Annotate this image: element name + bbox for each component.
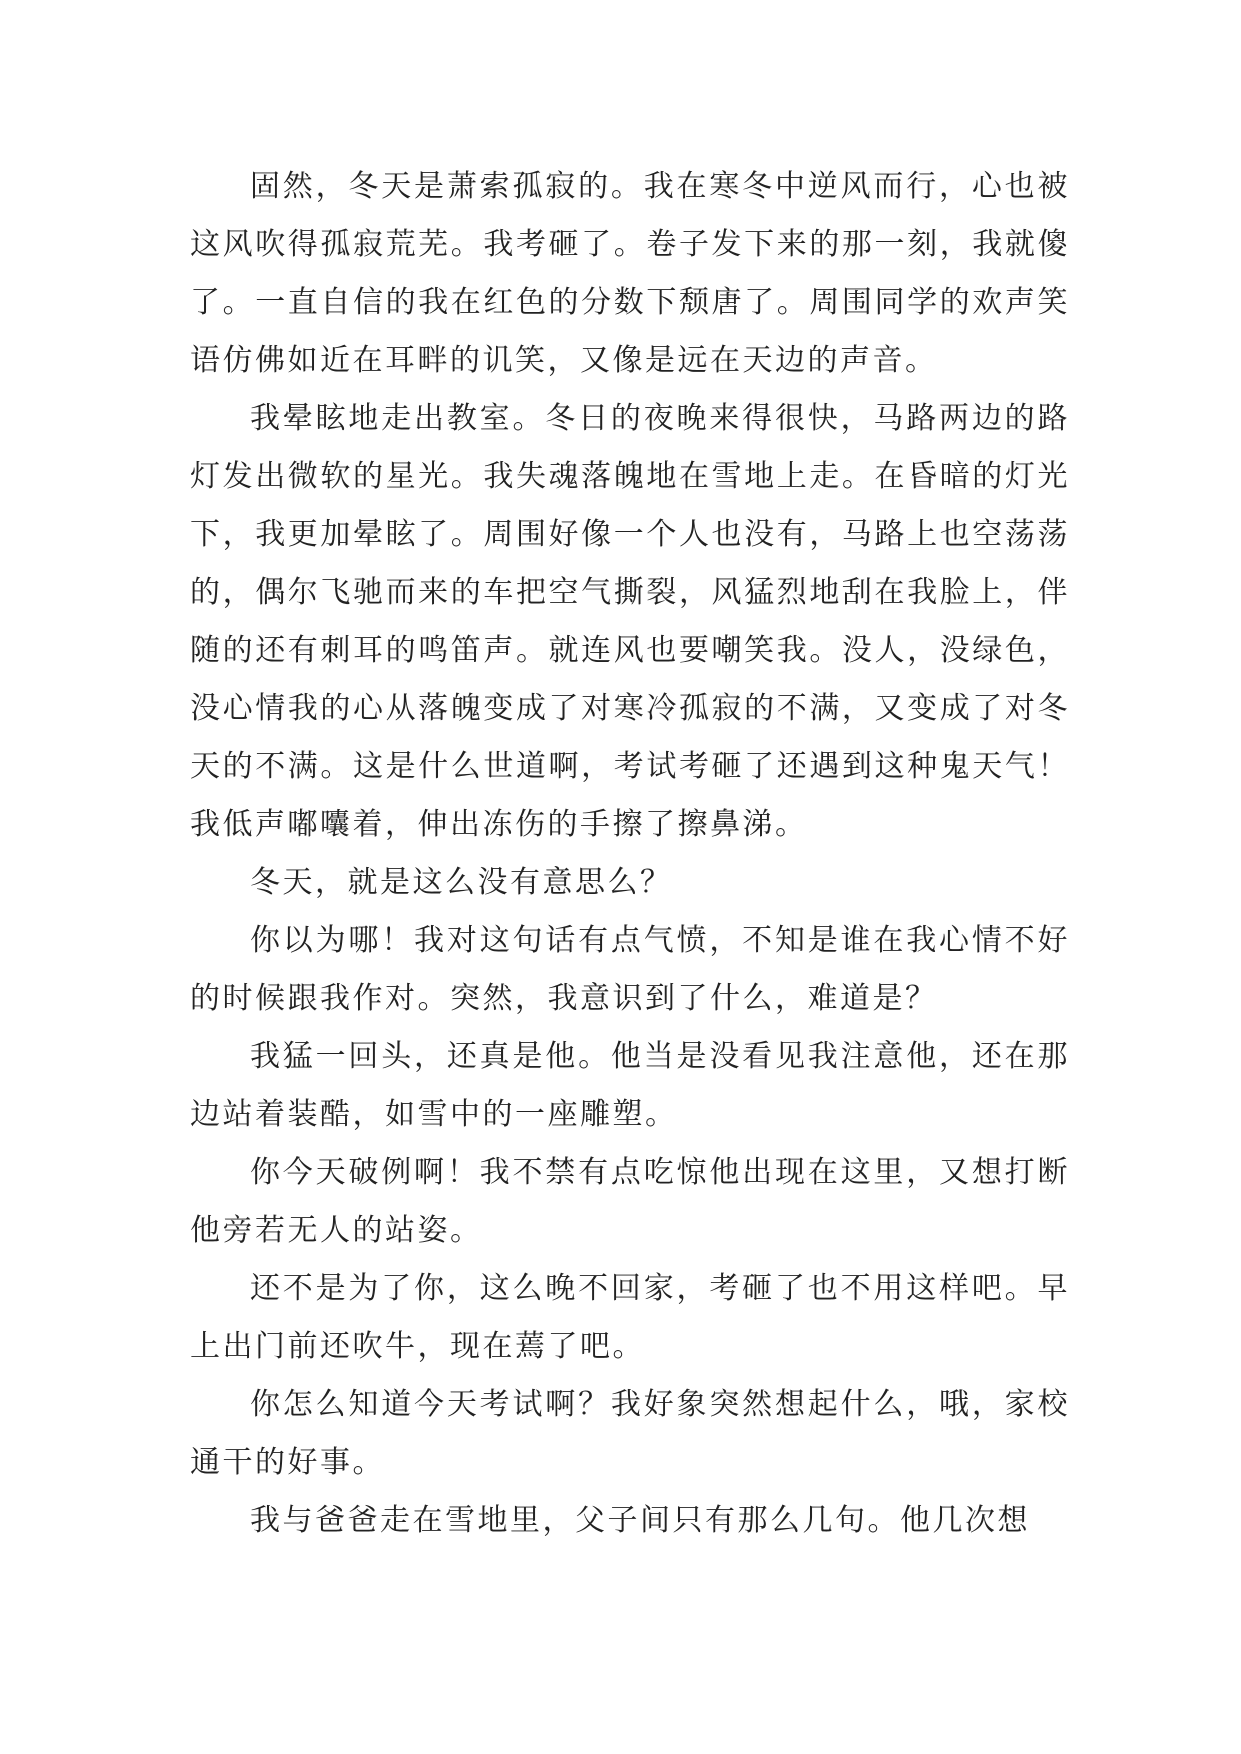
paragraph: 你以为哪！我对这句话有点气愤，不知是谁在我心情不好的时候跟我作对。突然，我意识到了什么，难道是？: [190, 923, 1070, 1016]
paragraph: 你怎么知道今天考试啊？我好象突然想起什么，哦，家校通干的好事。: [190, 1387, 1070, 1480]
paragraph: 你今天破例啊！我不禁有点吃惊他出现在这里，又想打断他旁若无人的站姿。: [190, 1155, 1070, 1248]
paragraph: 我猛一回头，还真是他。他当是没看见我注意他，还在那边站着装酷，如雪中的一座雕塑。: [190, 1039, 1070, 1132]
document-body: [190, 158, 1070, 1550]
paragraph: 我晕眩地走出教室。冬日的夜晚来得很快，马路两边的路灯发出微软的星光。我失魂落魄地在雪地上走。在昏暗的灯光下，我更加晕眩了。周围好像一个人也没有，马路上也空荡荡的，偶尔飞驰而来的车把空气撕裂，风猛烈地刮在我脸上，伴随的还有刺耳的鸣笛声。就连风也要嘲笑我。没人，没绿色，没心情我的心从落魄变成了对寒冷孤寂的不满，又变成了对冬天的不满。这是什么世道啊，考试考砸了还遇到这种鬼天气！我低声嘟囔着，伸出冻伤的手擦了擦鼻涕。: [190, 401, 1070, 842]
paragraph: 我与爸爸走在雪地里，父子间只有那么几句。他几次想: [250, 1503, 1030, 1538]
paragraph: 冬天，就是这么没有意思么？: [250, 865, 673, 900]
paragraph: 还不是为了你，这么晚不回家，考砸了也不用这样吧。早上出门前还吹牛，现在蔫了吧。: [190, 1271, 1070, 1364]
paragraph: 固然，冬天是萧索孤寂的。我在寒冬中逆风而行，心也被这风吹得孤寂荒芜。我考砸了。卷子发下来的那一刻，我就傻了。一直自信的我在红色的分数下颓唐了。周围同学的欢声笑语仿佛如近在耳畔的讥笑，又像是远在天边的声音。: [190, 169, 1070, 378]
